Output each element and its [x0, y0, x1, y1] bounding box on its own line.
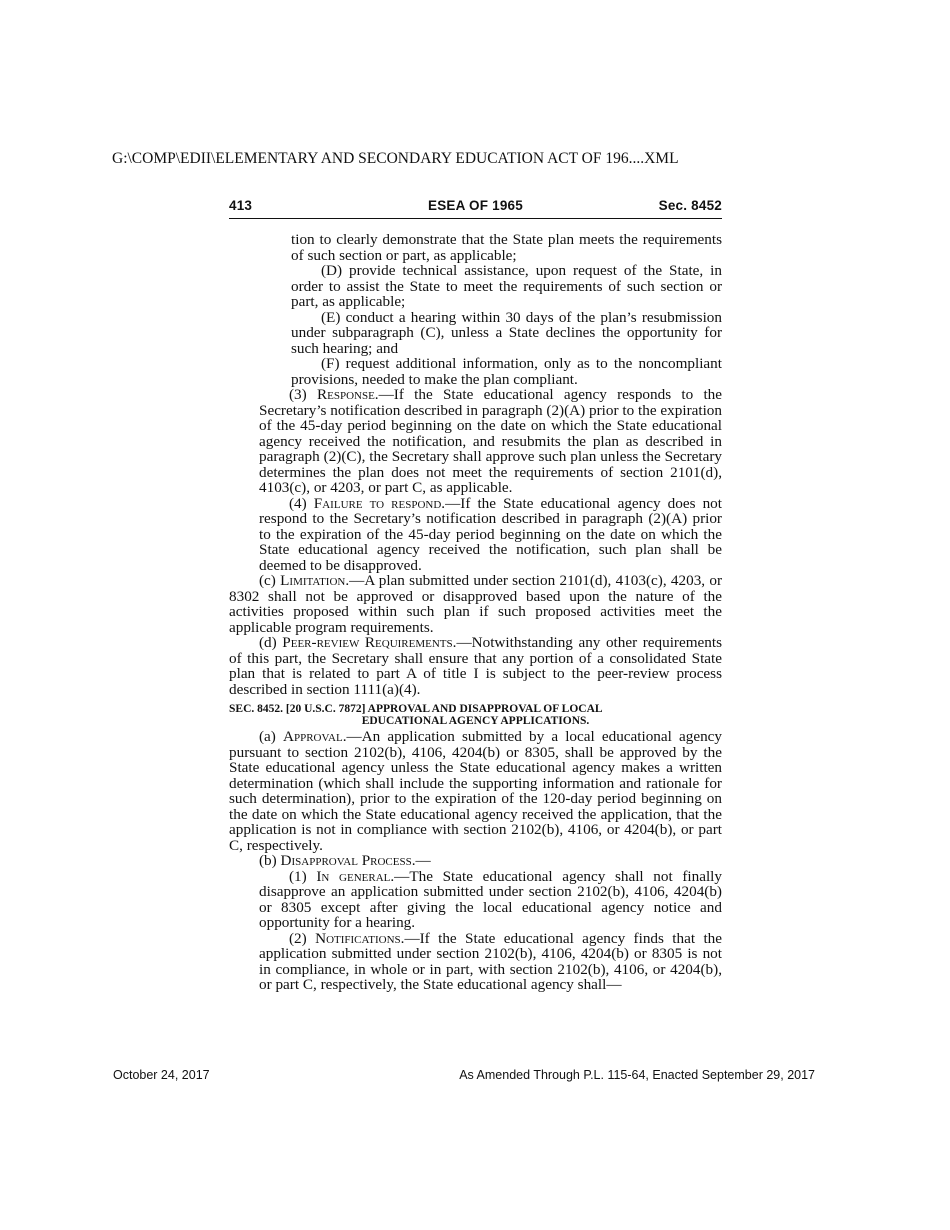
paragraph-e: (E) conduct a hearing within 30 days of the plan’s resubmission under subparagraph (C), unless a State declines the opportunity for such hearing; and: [291, 308, 722, 357]
subsection-b-disapproval-process: [229, 853, 722, 869]
paragraph-text: .—If the State educational agency responds to the Secretary’s notification described in paragraph (2)(A) prior to the expiration of the 45-day period beginning on the date on which the State educational agency received the notification, and resubmits the plan as described in paragraph (2)(C), the Secretary shall approve such plan unless the Secretary determines the plan does not meet the requirements of section 2101(d), 4103(c), or 4203, or part C, as applicable.: [259, 386, 722, 496]
footer-date: October 24, 2017: [113, 1068, 210, 1082]
section-heading-line1: SEC. 8452. [20 U.S.C. 7872] APPROVAL AND DISAPPROVAL OF LOCAL: [229, 703, 603, 715]
subsection-d-peer-review: [229, 635, 722, 697]
page-number: 413: [229, 198, 253, 213]
footer-amended-note: As Amended Through P.L. 115-64, Enacted September 29, 2017: [459, 1068, 815, 1082]
paragraph-text: .—The State educational agency shall not finally disapprove an application submitted under section 2102(b), 4106, 4204(b) or 8305 except after giving the local educational agency notice and opportunity for a hearing.: [259, 867, 722, 931]
paragraph-heading: Limitation: [280, 572, 346, 589]
paragraph-label: (1): [289, 867, 307, 885]
paragraph-text: .—Notwithstanding any other requirements of this part, the Secretary shall ensure that any portion of a consolidated State plan that is related to part A of title I is subject to the peer-review process described in section 1111(a)(4).: [229, 634, 723, 698]
running-head: [229, 198, 722, 219]
subsection-c-limitation: [229, 573, 722, 635]
paragraph-label: (3): [289, 386, 307, 403]
section-reference: Sec. 8452: [658, 198, 722, 213]
paragraph-heading: Failure to respond: [313, 494, 442, 512]
paragraph-heading: In general: [316, 867, 391, 885]
paragraph-heading: Notifications: [315, 929, 401, 947]
paragraph-label: (c): [259, 572, 276, 589]
document-body: [229, 232, 722, 993]
paragraph-label: (b): [259, 852, 277, 869]
paragraph-heading: Response: [316, 386, 375, 403]
paragraph-label: (4): [289, 494, 307, 512]
paragraph-4-failure-to-respond: [229, 496, 722, 574]
paragraph-label: (2): [289, 929, 307, 947]
paragraph-heading: Peer-review Requirements: [282, 634, 453, 651]
paragraph-text: .—A plan submitted under section 2101(d), 4103(c), 4203, or 8302 shall not be approved or disapproved based upon the nature of the activities proposed within such plan if such proposed activities meet the applicable program requirements.: [229, 572, 723, 636]
paragraph-label: (d): [259, 634, 277, 651]
paragraph-label: (a): [259, 728, 276, 745]
subsection-a-approval: [229, 729, 722, 853]
paragraph-text: .—If the State educational agency does not respond to the Secretary’s notification described in paragraph (2)(A) prior to the expiration of the 45-day period beginning on the date on which the State educational agency received the notification, such plan shall be deemed to be disapproved.: [259, 494, 722, 574]
paragraph-text: .—An application submitted by a local educational agency pursuant to section 2102(b), 4106, 4204(b) or 8305, shall be approved by the State educational agency unless the State educational agency makes a written determination (which shall include the supporting information and rationale for such determination), prior to the expiration of the 120-day period beginning on the date on which the State educational agency received the application, that the application is not in compliance with section 2102(b), 4106, or 4204(b), or part C, respectively.: [229, 728, 723, 854]
file-path-header: G:\COMP\EDII\ELEMENTARY AND SECONDARY EDUCATION ACT OF 196....XML: [112, 150, 679, 167]
paragraph-2-notifications: [229, 931, 722, 993]
section-heading: [229, 703, 722, 727]
paragraph-c-continuation: tion to clearly demonstrate that the State plan meets the requirements of such section or part, as applicable;: [291, 231, 722, 264]
paragraph-heading: Disapproval Process: [280, 852, 412, 869]
paragraph-f: (F) request additional information, only as to the noncompliant provisions, needed to make the plan compliant.: [291, 355, 722, 388]
paragraph-1-in-general: [229, 869, 722, 931]
paragraph-text: .—If the State educational agency finds that the application submitted under section 2102(b), 4106, 4204(b) or 8305 is not in compliance, in whole or in part, with section 2102(b), 4106, or 4204(b), or part C, respectively, the State educational agency shall—: [259, 929, 723, 993]
act-title: ESEA OF 1965: [428, 198, 523, 213]
paragraph-3-response: [229, 387, 722, 496]
paragraph-d: (D) provide technical assistance, upon request of the State, in order to assist the State to meet the requirements of such section or part, as applicable;: [291, 262, 722, 310]
section-heading-line2: EDUCATIONAL AGENCY APPLICATIONS.: [361, 715, 590, 727]
paragraph-heading: Approval: [283, 728, 343, 745]
paragraph-text: .—: [411, 852, 431, 869]
